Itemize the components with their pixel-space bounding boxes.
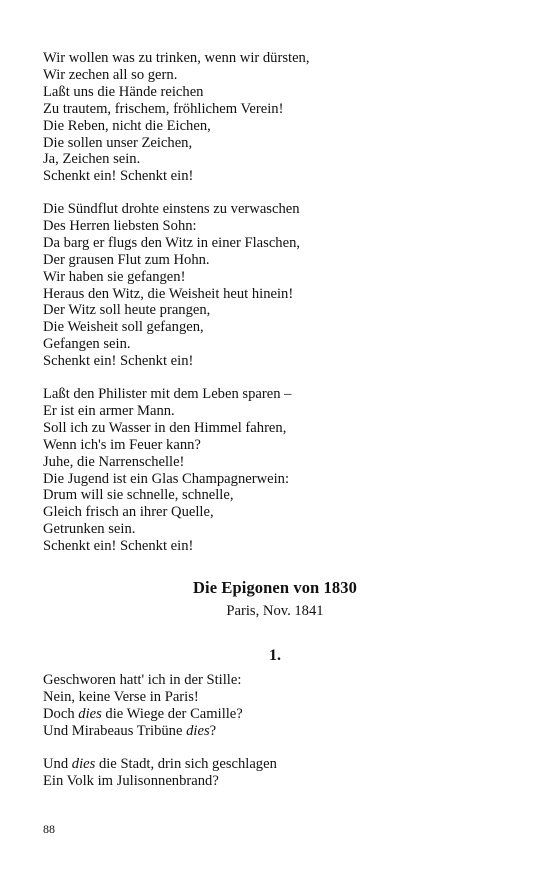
verse-line: Die Reben, nicht die Eichen,	[43, 117, 211, 134]
poem1-stanza-2	[43, 201, 513, 370]
verse-segment: Geschworen hatt' ich in der Stille:	[43, 672, 242, 688]
verse-line	[43, 756, 513, 773]
verse-segment: ?	[209, 722, 217, 739]
emphasized-word: dies	[186, 722, 210, 739]
poem1-stanza-3	[43, 386, 513, 555]
verse-line: Heraus den Witz, die Weisheit heut hinein!	[43, 285, 294, 302]
verse-line: Die Sündflut drohte einstens zu verwaschen	[43, 201, 300, 217]
verse-line: Gefangen sein.	[43, 336, 131, 353]
verse-line: Des Herren liebsten Sohn:	[43, 217, 197, 234]
verse-segment: Und Mirabeaus Tribüne	[43, 722, 187, 739]
poem-subtitle: Paris, Nov. 1841	[226, 603, 324, 619]
verse-segment: Ein Volk im Julisonnenbrand?	[43, 772, 219, 789]
verse-segment: die Wiege der Camille?	[101, 705, 243, 722]
verse-segment: die Stadt, drin sich geschlagen	[95, 756, 277, 772]
section-number: 1.	[269, 647, 281, 664]
page-number: 88	[43, 822, 55, 836]
verse-segment: Nein, keine Verse in Paris!	[43, 688, 199, 705]
verse-line: Drum will sie schnelle, schnelle,	[43, 487, 234, 504]
verse-line: Zu trautem, frischem, fröhlichem Verein!	[43, 100, 284, 117]
verse-line: Schenkt ein! Schenkt ein!	[43, 353, 194, 370]
verse-line: Die Jugend ist ein Glas Champagnerwein:	[43, 470, 290, 487]
verse-line	[43, 689, 513, 706]
poem-title: Die Epigonen von 1830	[193, 578, 357, 597]
verse-line: Schenkt ein! Schenkt ein!	[43, 538, 194, 555]
verse-line: Wir haben sie gefangen!	[43, 268, 186, 285]
verse-line: Der Witz soll heute prangen,	[43, 302, 211, 319]
verse-line	[43, 706, 513, 723]
verse-line: Er ist ein armer Mann.	[43, 402, 175, 419]
verse-line	[43, 773, 513, 790]
verse-line: Schenkt ein! Schenkt ein!	[43, 168, 194, 185]
verse-line	[43, 723, 513, 740]
verse-line: Ja, Zeichen sein.	[43, 151, 141, 168]
verse-line: Da barg er flugs den Witz in einer Flaschen,	[43, 234, 301, 251]
verse-line: Wir wollen was zu trinken, wenn wir dürsten,	[43, 50, 310, 66]
verse-line: Laßt den Philister mit dem Leben sparen –	[43, 386, 292, 402]
verse-line: Juhe, die Narrenschelle!	[43, 453, 185, 470]
poem2-stanza-1	[43, 672, 513, 740]
verse-line: Wir zechen all so gern.	[43, 66, 178, 83]
verse-line: Der grausen Flut zum Hohn.	[43, 251, 210, 268]
emphasized-word: dies	[71, 756, 96, 772]
verse-segment: Und	[43, 756, 72, 772]
verse-line: Wenn ich's im Feuer kann?	[43, 436, 201, 453]
verse-line: Die Weisheit soll gefangen,	[43, 319, 204, 336]
verse-line: Laßt uns die Hände reichen	[43, 83, 204, 100]
poem1-stanza-1	[43, 50, 513, 185]
verse-line	[43, 672, 513, 689]
emphasized-word: dies	[78, 705, 102, 722]
verse-segment: Doch	[43, 705, 79, 722]
poem2-stanza-2	[43, 756, 513, 790]
verse-line: Soll ich zu Wasser in den Himmel fahren,	[43, 419, 287, 436]
verse-line: Die sollen unser Zeichen,	[43, 134, 193, 151]
verse-line: Getrunken sein.	[43, 521, 136, 538]
verse-line: Gleich frisch an ihrer Quelle,	[43, 504, 214, 521]
